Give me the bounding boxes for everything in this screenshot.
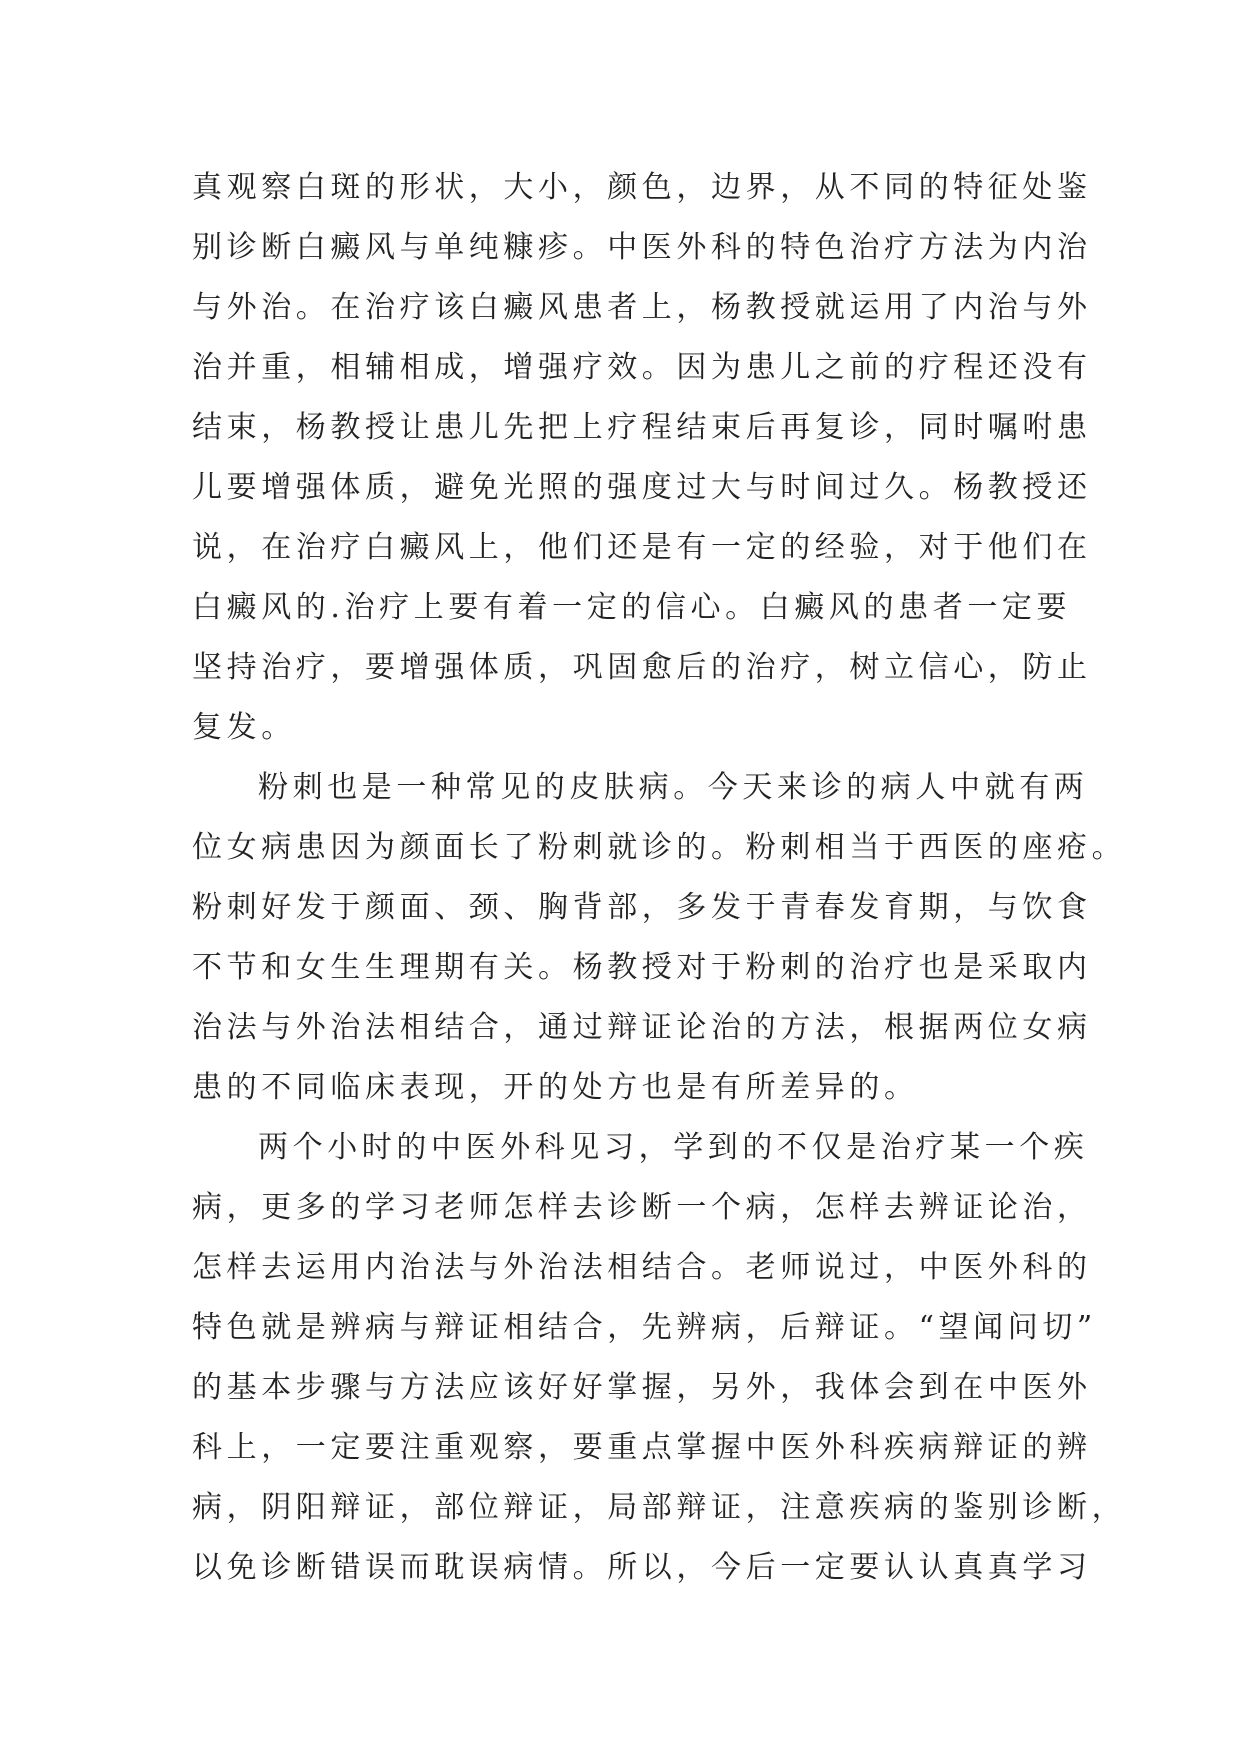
text-line: 粉刺好发于颜面、颈、胸背部，多发于青春发育期，与饮食: [192, 890, 1092, 925]
text-line: 白癜风的.治疗上要有着一定的信心。白癜风的患者一定要: [192, 590, 1072, 625]
text-line: 坚持治疗，要增强体质，巩固愈后的治疗，树立信心，防止: [192, 650, 1092, 685]
text-line: 患的不同临床表现，开的处方也是有所差异的。: [192, 1070, 919, 1105]
text-line: 别诊断白癜风与单纯糠疹。中医外科的特色治疗方法为内治: [192, 230, 1092, 265]
text-line: 病，更多的学习老师怎样去诊断一个病，怎样去辨证论治，: [192, 1190, 1092, 1225]
text-line: 怎样去运用内治法与外治法相结合。老师说过，中医外科的: [192, 1250, 1092, 1285]
text-line: 与外治。在治疗该白癜风患者上，杨教授就运用了内治与外: [192, 290, 1092, 325]
text-line: 病，阴阳辩证，部位辩证，局部辩证，注意疾病的鉴别诊断，: [192, 1490, 1127, 1525]
text-line: 说，在治疗白癜风上，他们还是有一定的经验，对于他们在: [192, 530, 1092, 565]
text-line: 两个小时的中医外科见习，学到的不仅是治疗某一个疾: [258, 1130, 1089, 1165]
text-line: 位女病患因为颜面长了粉刺就诊的。粉刺相当于西医的座疮。: [192, 830, 1127, 865]
text-line: 结束，杨教授让患儿先把上疗程结束后再复诊，同时嘱咐患: [192, 410, 1092, 445]
text-line: 治并重，相辅相成，增强疗效。因为患儿之前的疗程还没有: [192, 350, 1092, 385]
text-line: 真观察白斑的形状，大小，颜色，边界，从不同的特征处鉴: [192, 170, 1092, 205]
text-line: 不节和女生生理期有关。杨教授对于粉刺的治疗也是采取内: [192, 950, 1092, 985]
text-line: 特色就是辨病与辩证相结合，先辨病，后辩证。“望闻问切”: [192, 1310, 1097, 1345]
text-line: 儿要增强体质，避免光照的强度过大与时间过久。杨教授还: [192, 470, 1092, 505]
text-line: 粉刺也是一种常见的皮肤病。今天来诊的病人中就有两: [258, 770, 1089, 805]
text-line: 复发。: [192, 710, 296, 745]
text-line: 以免诊断错误而耽误病情。所以，今后一定要认认真真学习: [192, 1550, 1092, 1585]
text-line: 科上，一定要注重观察，要重点掌握中医外科疾病辩证的辨: [192, 1430, 1092, 1465]
text-line: 的基本步骤与方法应该好好掌握，另外，我体会到在中医外: [192, 1370, 1092, 1405]
body-text: [192, 158, 1127, 1598]
text-line: 治法与外治法相结合，通过辩证论治的方法，根据两位女病: [192, 1010, 1092, 1045]
